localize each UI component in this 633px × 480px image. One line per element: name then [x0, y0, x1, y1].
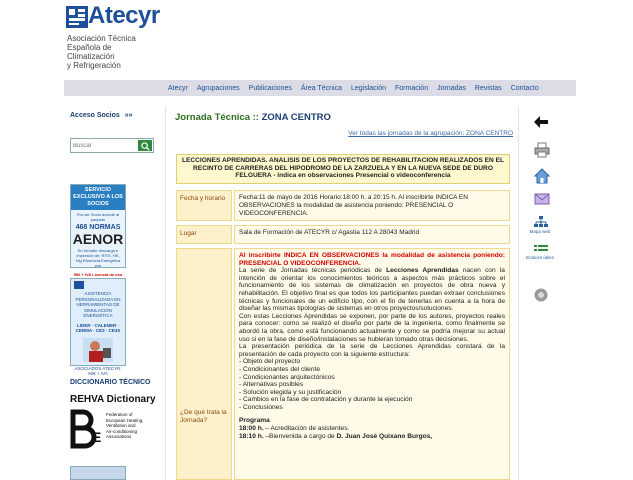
links-icon[interactable] [534, 244, 548, 254]
list-item: - Conclusiones [239, 403, 283, 411]
fecha-value: Fecha:11 de mayo de 2016 Horario:18:00 h. a 20:15 h. Al inscribirte INDICA EN OBSERVACIONES la modalidad de asistencia poniendo: PRESENCIAL O VIDEOCONFERENCIA. [234, 190, 510, 221]
list-item: - Alternativas posibles [239, 381, 304, 389]
circle-button-icon[interactable] [534, 288, 548, 302]
rehva-logo-icon [70, 408, 104, 448]
home-icon[interactable] [534, 168, 550, 184]
rehva-dictionary-banner[interactable] [70, 394, 156, 454]
site-header [64, 4, 576, 80]
search-box [70, 138, 154, 153]
rehva-desc-line: Associations [106, 434, 132, 439]
intro-paragraph [239, 267, 505, 313]
intro-text-a: La serie de Jornadas técnicas periódicas de [239, 267, 387, 275]
acceso-socios-label: Acceso Socios [70, 112, 120, 119]
logo-subtitle [67, 34, 136, 70]
search-button[interactable] [138, 140, 152, 151]
nav-item-publicaciones[interactable]: Publicaciones [248, 84, 292, 92]
nav-item-agrupaciones[interactable]: Agrupaciones [196, 84, 240, 92]
nav-item-contacto[interactable]: Contacto [510, 84, 539, 92]
aenor-banner-count: 468 NORMAS [75, 224, 121, 231]
asistencia-banner[interactable] [70, 278, 126, 376]
lugar-value: Sala de Formación de ATECYR c/ Agastia 112 A 28043 Madrid [234, 225, 510, 244]
logo-wordmark[interactable]: Atecyr [88, 2, 160, 29]
asistencia-banner-title: ASISTENCIA PERSONALIZADA EN HERRAMIENTAS DE SIMULACIÓN ENERGÉTICA [75, 291, 121, 318]
logo-subtitle-line: Climatización [67, 52, 115, 61]
event-title: LECCIONES APRENDIDAS. ANALISIS DE LOS PROYECTOS DE REHABILITACION REALIZADOS EN EL RECINTO DE CARRERAS DEL HIPODROMO DE LA ZARZUELA Y EN LA NUEVA SEDE DE DURO FELGUERA - indica en observaciones Presencial o videoconferencia [176, 154, 510, 184]
modalidad-alert: Al inscribirte INDICA EN OBSERVACIONES la modalidad de asistencia poniendo: PRESENCIAL O VIDEOCONFERENCIA. [239, 252, 505, 267]
page-title-separator: :: [252, 112, 259, 123]
programa-time: 18:10 h. [239, 432, 264, 440]
asistencia-banner-tools: LIDER · CALENER · CERMA · CE3 · CE3X [75, 322, 121, 333]
rehva-desc-line: Air-conditioning [106, 428, 138, 434]
list-item: - Solución elegida y su justificación [239, 388, 342, 396]
rehva-desc-line: Ventilation and [106, 423, 136, 428]
que-trata-label: ¿De qué trata la Jornada? [176, 248, 232, 480]
rehva-description [106, 412, 144, 440]
left-sidebar [64, 106, 164, 480]
nav-item-formacion[interactable]: Formación [395, 84, 429, 92]
nav-item-revistas[interactable]: Revistas [474, 84, 502, 92]
mapa-web-label[interactable]: Mapa web [529, 229, 551, 234]
acceso-arrows: »» [124, 112, 133, 119]
rehva-title: REHVA Dictionary [70, 394, 156, 405]
programa-text: –Bienvenida a cargo de [263, 432, 337, 440]
main-content [165, 106, 519, 480]
list-item: - Condicionantes arquitectónicos [239, 373, 335, 381]
programa-item [239, 433, 505, 441]
email-icon[interactable] [534, 192, 550, 206]
logo-subtitle-line: Asociación Técnica [67, 34, 136, 43]
acceso-socios-link[interactable] [70, 112, 133, 119]
page-title [175, 112, 331, 123]
main-nav [64, 80, 576, 96]
view-all-jornadas-link[interactable]: Ver todas las jornadas de la agrupación: ZONA CENTRO [348, 130, 513, 137]
right-toolbar [520, 106, 576, 480]
enlaces-utiles-label[interactable]: Enlaces útiles [526, 255, 554, 260]
print-icon[interactable] [534, 142, 550, 158]
search-icon [141, 142, 150, 151]
lugar-label: Lugar [176, 225, 232, 244]
page-title-prefix: Jornada Técnica [175, 112, 250, 123]
diccionario-tecnico-heading: DICCIONARIO TÉCNICO [70, 379, 151, 386]
paragraph-2: Con estas Lecciones Aprendidas se exponen, por parte de los autores, proyectos reales para conocer: como se realizó el diseño por parte de la ingeniería, como finalmente se abordó la obra, como está funcionando actualmente y como se podría mejorar su actual uso si en la fase de diseño/instalaciones se hubieran tomado otras decisiones. [239, 312, 505, 343]
aenor-banner-sub: Por ser Socio accede al paquete [76, 212, 120, 222]
back-arrow-icon[interactable] [534, 116, 548, 128]
nav-item-area-tecnica[interactable]: Área Técnica [300, 84, 342, 92]
page-title-zone: ZONA CENTRO [261, 112, 331, 123]
sitemap-icon[interactable] [534, 216, 548, 228]
list-item: - Objeto del proyecto [239, 358, 301, 366]
person-at-computer-icon [83, 338, 113, 362]
logo-subtitle-line: y Refrigeración [67, 61, 121, 70]
aenor-banner-price: 55€ + IVA Licencia de uso [73, 272, 123, 277]
que-trata-content [234, 248, 510, 480]
svg-text:E: E [92, 429, 102, 445]
programa-label: Programa [239, 417, 270, 425]
programa-heading [239, 417, 505, 425]
programa-item [239, 425, 505, 433]
aenor-banner-top: SERVICIO EXCLUSIVO A LOS SOCIOS [71, 185, 125, 210]
nav-item-legislacion[interactable]: Legislación [350, 84, 387, 92]
asistencia-banner-footer: ASOCIADOS ATECYR: 60€ + IVA [74, 365, 122, 376]
atecyr-logo-icon[interactable] [66, 6, 88, 28]
aenor-logo-text: AENOR [72, 231, 124, 247]
programa-time: 18:00 h. [239, 425, 264, 433]
intro-text-c: nacen con la intención de orientar los conocimientos teóricos a aspectos más prácticos sobre el funcionamiento de los sistemas de climatización en proyectos de obra nueva y rehabilitación. El objetivo final es que todos los participantes puedan extraer conclusiones técnicas y funcionales de un edificio tipo, con el fin de tenerlas en cuenta a la hora de diseñar las mismas tipologías de sistemas en otros proyectos/soluciones. [239, 267, 505, 313]
aenor-banner-note: En formato descarga e impresión de: RITE, HE, Hlg Eficiencia Energética pue [75, 248, 121, 268]
nav-item-jornadas[interactable]: Jornadas [437, 84, 466, 92]
bottom-banner[interactable] [70, 466, 126, 480]
atecyr-mini-logo-icon [74, 281, 84, 289]
rehva-desc-line: European Heating, [106, 417, 144, 423]
paragraph-3: La presentación periódica de la serie de Lecciones Aprendidas constará de la presentación de cada proyecto con la siguiente estructura: [239, 343, 505, 358]
fecha-label: Fecha y horario [176, 190, 232, 221]
intro-text-bold: Lecciones Aprendidas [386, 267, 459, 275]
structure-list [239, 358, 505, 411]
programa-text: – Acreditación de asistentes. [263, 425, 350, 433]
aenor-banner[interactable] [70, 184, 126, 277]
rehva-desc-line: Federation of [106, 412, 133, 417]
list-item: - Cambios en la fase de contratación y durante la ejecución [239, 396, 413, 404]
search-input[interactable] [73, 141, 137, 151]
list-item: - Condicionantes del cliente [239, 365, 321, 373]
programa-speaker: D. Juan José Quixano Burgos, [336, 432, 433, 440]
nav-item-atecyr[interactable]: Atecyr [168, 84, 188, 92]
logo-subtitle-line: Española de [67, 43, 112, 52]
